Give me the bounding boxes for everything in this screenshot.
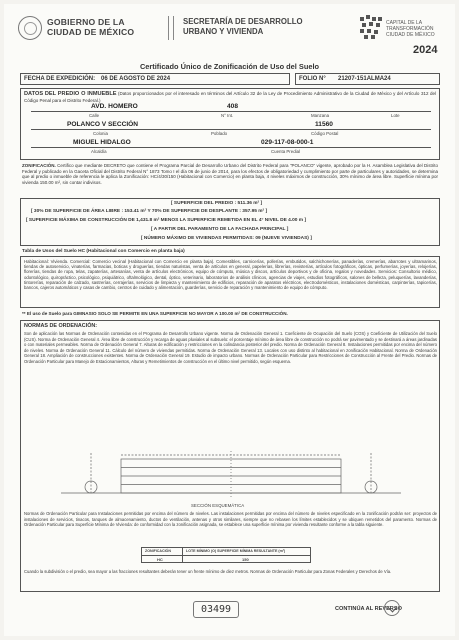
lot-caption: Lote <box>391 113 400 118</box>
superficie-paramento: [ A PARTIR DEL PARAMENTO DE LA FACHADA PRINCIPAL ] <box>151 227 289 232</box>
postal-code-caption: Código Postal <box>311 131 339 136</box>
superficie-maxima: [ SUPERFICIE MÁXIMA DE CONSTRUCCIÓN DE 1,431.8 m² MENOS LA SUPERFICIE REMETIDA EN EL 4° NIVEL DE 4.00 m ] <box>26 218 307 223</box>
gimnasio-restriction: ** El uso de Suelo para GIMNASIO SOLO SE PERMITE EN UNA SUPERFICIE NO MAYOR A 100.00 m² DE CONSTRUCCIÓN. <box>22 311 288 316</box>
superficie-area-libre: [ 30% DE SUPERFICIE DE ÁREA LIBRE : 153.41 m² Y 70% DE SUPERFICIE DE DESPLANTE : 357.95 m² ] <box>31 209 268 214</box>
folio-box <box>295 73 440 85</box>
schematic-section-diagram <box>51 449 411 501</box>
table-divider <box>142 555 310 556</box>
control-number: 03499 <box>193 601 239 618</box>
number-value: 408 <box>227 103 239 110</box>
table-column-divider <box>182 548 183 563</box>
issue-date-box <box>20 73 290 85</box>
superficie-box <box>20 198 440 246</box>
table-header-zonificacion: ZONIFICACIÓN <box>145 549 171 553</box>
header <box>18 14 438 56</box>
viviendas-permitidas: [ NÚMERO MÁXIMO DE VIVIENDAS PERMITIDAS: 09 (NUEVE VIVIENDAS) ] <box>141 236 312 241</box>
property-heading: DATOS DEL PREDIO O INMUEBLE <box>24 91 117 97</box>
cuenta-predial-value: 029-117-08-000-1 <box>261 139 314 146</box>
normas-text-3: Cuando la subdivisión o el predio, sea mayor a las fracciones resultantes deberán tener un frente mínimo de diez metros. Normas de Ordenación Particular para Zonas Federales y Derechos de Vía. <box>24 569 392 574</box>
alcaldia-value: MIGUEL HIDALGO <box>73 139 131 146</box>
header-divider <box>173 16 174 40</box>
mexico-seal-icon <box>18 16 42 40</box>
vivienda-table <box>141 547 311 563</box>
postal-code-value: 11560 <box>315 121 333 128</box>
town-caption: Poblado <box>211 131 228 136</box>
cdmx-logo-icon <box>358 14 384 40</box>
usos-box <box>20 256 440 308</box>
issue-date-label: FECHA DE EXPEDICIÓN: <box>24 76 96 82</box>
number-caption: N° Int. <box>221 113 234 118</box>
diagram-caption: SECCIÓN ESQUEMÁTICA <box>191 503 245 508</box>
normas-text: Son de aplicación las Normas de Ordenación contenidas en el Programa de Desarrollo Urbano vigente. Norma de Ordenación General 1. Coeficiente de Ocupación del Suelo (COS) y Coeficiente de Utilización del Suelo (CUS). Norma de Ordenación General 4. Área libre de construcción y recarga de aguas pluviales al subsuelo: el porcentaje mínimo de área libre de construcción no podrá ser pavimentado y se destinará a áreas jardinadas o con materiales permeables. Norma de Ordenación General 7. Alturas de edificación y restricciones en la colindancia posterior del predio. Norma de Ordenación General 8. Instalaciones permitidas por encima del número de niveles. Norma de Ordenación General 11. Cálculo del número de viviendas permitidas. Norma de Ordenación General 13. Locales con uso distinto al habitacional en zonificación Habitacional. Norma de Ordenación General 18. Ampliación de construcciones existentes. Norma de Ordenación General 19. Estudio de impacto urbano. Normas de Ordenación Particular para Restricciones de Construcción al Frente del Predio. Normas de Ordenación Particular para Manejo de Estacionamientos, Alturas y Remetimientos de construcción en el último nivel permitido, según esquema. <box>24 331 437 364</box>
usos-text: Habitacional: Vivienda. Comercial: Comercio vecinal (Habitacional con Comercio en planta baja). Comestibles, carnicerías, pollerías, embutidos, salchichonerías, panaderías, cremerías, abarrotes y ultramarinos, tiendas de autoservicio, vinaterías, farmacias, boticas y droguerías, tiendas naturistas, venta de artículos en general, papelerías, librerías, revisterías, artículos fotográficos, ópticas, perfumerías, joyerías, relojerías, florerías, tiendas de ropa, telas, zapaterías, artesanías, venta de artículos electrónicos, equipo de cómputo, música y discos, artículos deportivos y de oficina, regalos y novedades. Servicios: Consultorio médico, odontológico, quiropráctico, psicológico, psiquiátrico, oftalmológico, dental, óptico, veterinario, laboratorios de análisis clínicos, agencias de viajes, estudios fotográficos, salones de belleza, peluquerías, lavanderías, tintorerías, reparación de calzado, sastrerías, cerrajerías, servicios de limpieza y mantenimiento de edificios, reparación de aparatos eléctricos, electrodomésticos, instalaciones domésticas, carpinterías, tapicerías, bancos, cajeros automáticos y casas de cambio, centros de cuidado y alimentación, guarderías, servicio de reparación y mantenimiento de equipo de cómputo. <box>24 259 437 291</box>
header-year: 2024 <box>413 44 438 56</box>
normas-heading: NORMAS DE ORDENACIÓN: <box>24 323 98 329</box>
alcaldia-caption: Alcaldía <box>91 149 107 154</box>
government-name: GOBIERNO DE LA CIUDAD DE MÉXICO <box>47 17 135 37</box>
cdmx-wordmark: CAPITAL DE LA TRANSFORMACIÓN CIUDAD DE MÉXICO <box>386 20 435 38</box>
continue-label: CONTINÚA AL REVERSO <box>335 606 402 612</box>
document-title: Certificado Único de Zonificación de Uso del Suelo <box>139 62 320 71</box>
usos-heading: Tabla de Usos del Suelo HC (Habitacional con Comercio en planta baja) <box>22 249 185 254</box>
colonia-value: POLANCO V SECCIÓN <box>67 121 139 128</box>
folio-value: 21207-151ALMA24 <box>338 76 391 82</box>
superficie-predio: [ SUPERFICIE DEL PREDIO : 511.36 m² ] <box>171 201 263 206</box>
folio-label: FOLIO N° <box>299 76 326 82</box>
secretariat-name: SECRETARÍA DE DESARROLLO URBANO Y VIVIENDA <box>183 17 303 36</box>
property-heading-note: (Datos proporcionados por el interesado en términos del Artículo 32 de la Ley de Procedimiento Administrativo de la Ciudad de México y del Artículo 312 del Código Penal para el Distrito Federal.) <box>24 91 436 103</box>
table-header-minimo: LOTE MÍNIMO (O) SUPERFICIE MÍNIMA RESULTANTE (m²) <box>186 549 286 553</box>
alcaldia-underline <box>31 147 431 148</box>
table-value-zonificacion: HC <box>157 557 163 562</box>
table-value-minimo: 150 <box>242 557 249 562</box>
colonia-underline <box>31 129 431 130</box>
normas-text-2: Normas de Ordenación Particular para Instalaciones permitidas por encima del número de niveles. Las instalaciones permitidas por encima del número de niveles especificado en la zonificación podrán ser: proyectos de instalaciones de servicios, tinacos, tanques de almacenamiento, ductos de ventilación, antenas y otros similares, siempre que no rebasen los límites establecidos y se ubiquen remetidos del paramento. Normas de Ordenación Particular para Superficie Mínima de Vivienda: de conformidad con la zonificación asignada, se establece una superficie mínima por vivienda resultante conforme a la tabla siguiente. <box>24 511 437 528</box>
normas-box <box>20 320 440 592</box>
block-caption: Manzana <box>311 113 330 118</box>
header-divider <box>168 16 169 40</box>
colonia-caption: Colonia <box>93 131 108 136</box>
street-caption: Calle <box>89 113 100 118</box>
street-value: AVD. HOMERO <box>91 103 138 110</box>
cuenta-predial-caption: Cuenta Predial <box>271 149 301 154</box>
page-turn-arrow-icon <box>384 600 400 616</box>
property-heading-block <box>24 91 436 103</box>
issue-date-value: 06 DE AGOSTO DE 2024 <box>101 76 171 82</box>
property-data-box <box>20 88 440 160</box>
zonificacion-text: Certifico que mediante DECRETO que contiene el Programa Parcial de Desarrollo Urbano del Distrito Federal para "POLANCO" vigente, aprobado por la H. Asamblea Legislativa del Distrito Federal y publicado en la Gaceta Oficial del Distrito Federal N° 1873 Tomo I el día 06 de junio de 2014, para los efectos de obligatoriedad y cumplimiento por parte de particulares y autoridades, se determina que al predio o inmueble de referencia le aplica la Zonificación: HC/4/30/150 (Habitacional con Comercio) en planta baja, 4 niveles máximos de construcción, 30% mínimo de área libre. Superficie mínima por vivienda 150.00 m², sin contar indivisos. <box>22 163 438 185</box>
zonificacion-paragraph <box>22 163 438 185</box>
street-underline <box>31 111 431 112</box>
zonificacion-label: ZONIFICACIÓN. <box>22 163 56 168</box>
